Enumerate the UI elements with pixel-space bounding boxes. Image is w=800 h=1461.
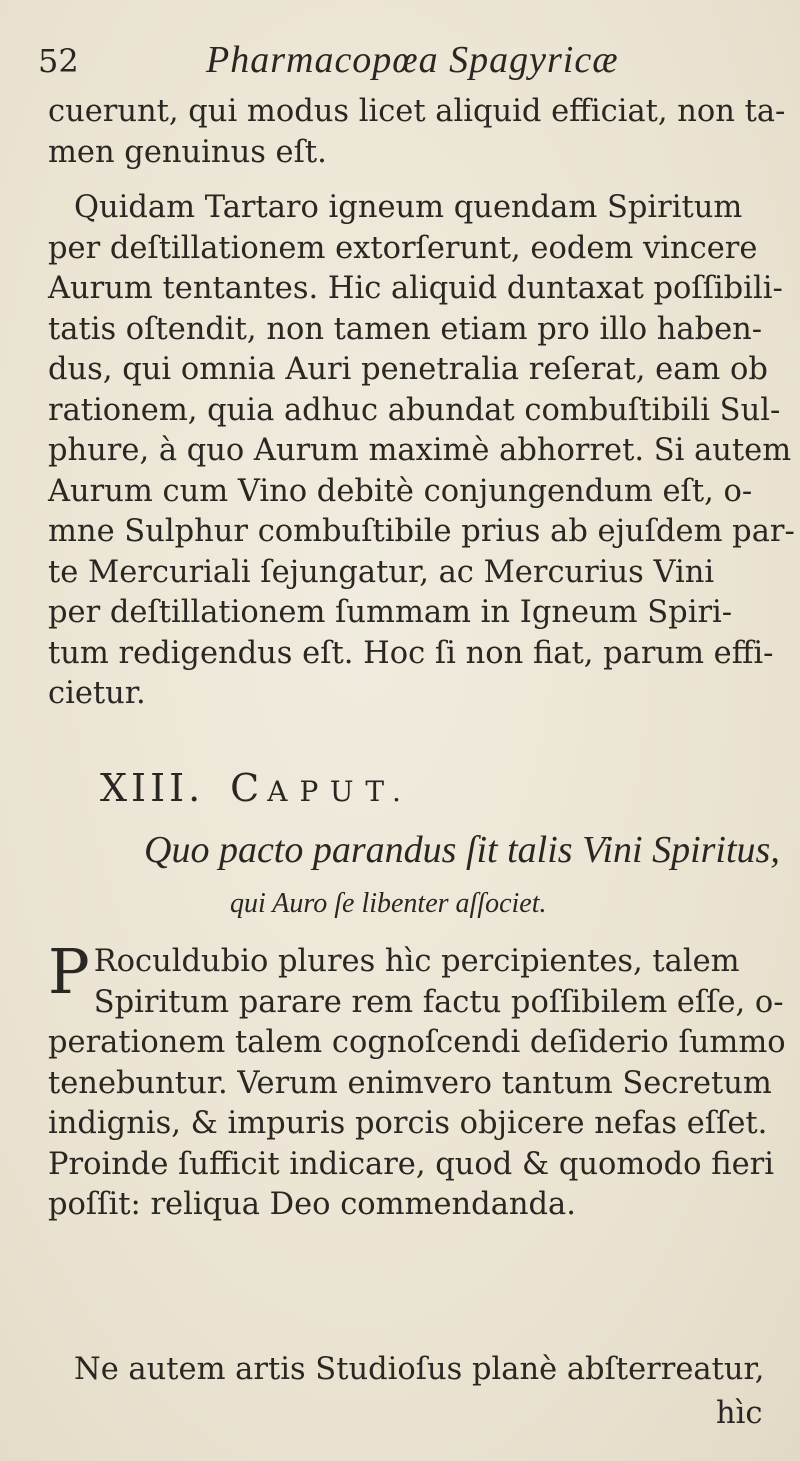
text-line: Roculdubio plures hìc percipientes, talem: [93, 944, 740, 979]
text-line: Aurum cum Vino debitè conjungendum eſt, o-: [48, 473, 753, 509]
text-line: te Mercuriali ſejungatur, ac Mercurius Vini: [48, 554, 715, 590]
text-line: per deſtillationem extorſerunt, eodem vincere: [48, 230, 758, 266]
paragraph-3: [48, 935, 786, 1226]
text-line: dus, qui omnia Auri penetralia reſerat, eam ob: [48, 352, 768, 387]
text-line: tenebuntur. Verum enimvero tantum Secretum: [48, 1065, 772, 1101]
text-line: cietur.: [48, 676, 146, 711]
text-line: poſſit: reliqua Deo commendanda.: [48, 1187, 576, 1222]
text-line: Spiritum parare rem factu poſſibilem eſſe, o-: [93, 984, 784, 1020]
text-line: Aurum tentantes. Hic aliquid duntaxat poſſibili-: [48, 271, 783, 306]
text-line: tatis oſtendit, non tamen etiam pro illo haben-: [48, 311, 763, 347]
text-line: mne Sulphur combuſtibile prius ab ejuſdem par-: [48, 514, 795, 549]
text-line: Proinde ſufficit indicare, quod & quomodo fieri: [48, 1146, 774, 1182]
text-line: rationem, quia adhuc abundat combuſtibili Sul-: [48, 392, 781, 428]
chapter-heading: [100, 766, 700, 810]
paragraph-4: [48, 1350, 763, 1391]
running-head: Pharmacopœa Spagyricæ: [206, 39, 619, 81]
paragraph-2: [48, 188, 795, 715]
caput-label: CAPUT.: [230, 766, 413, 810]
text-line: Quidam Tartaro igneum quendam Spiritum: [74, 190, 743, 225]
chapter-title: Quo pacto parandus ſit talis Vini Spiritus,: [144, 829, 780, 871]
text-line: tum redigendus eſt. Hoc ſi non fiat, parum effi-: [48, 635, 774, 671]
paragraph-1: [48, 92, 786, 173]
text-line: phure, à quo Aurum maximè abhorret. Si autem: [48, 433, 792, 468]
text-line: cuerunt, qui modus licet aliquid efficiat, non ta-: [48, 94, 786, 129]
chapter-number: XIII.: [100, 766, 205, 810]
drop-cap: P: [48, 935, 90, 1008]
catchword: hìc: [716, 1396, 763, 1431]
text-line: indignis, & impuris porcis objicere nefas eſſet.: [48, 1106, 768, 1141]
text-line: men genuinus eſt.: [48, 134, 327, 170]
page-number: 52: [38, 42, 79, 80]
text-line: Ne autem artis Studioſus planè abſterreatur,: [74, 1352, 765, 1387]
page-header: [38, 38, 758, 88]
chapter-subtitle: qui Auro ſe libenter aſſociet.: [230, 888, 547, 919]
text-line: per deſtillationem ſummam in Igneum Spiri-: [48, 595, 733, 630]
text-line: perationem talem cognoſcendi deſiderio ſummo: [48, 1025, 786, 1060]
